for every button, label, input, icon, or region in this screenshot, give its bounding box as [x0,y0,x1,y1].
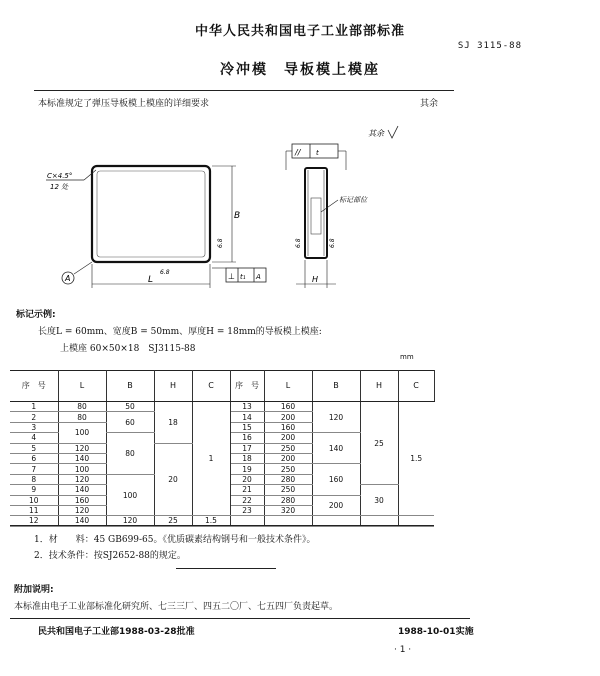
cell-H: 30 [360,485,398,516]
cell-L: 120 [58,474,106,484]
header-no: 序 号 [10,370,58,402]
cell-B: 80 [106,433,154,475]
cell-H: 25 [360,402,398,485]
technical-drawing [0,108,600,303]
cell-no: 7 [10,464,58,474]
cell-L: 200 [264,433,312,443]
cell-no: 17 [230,443,264,453]
header-H: H [154,370,192,402]
header-H-2: H [360,370,398,402]
cell-no: 4 [10,433,58,443]
cell-C: 1 [192,402,230,516]
note-tech: 2．技术条件：按SJ2652-88的规定。 [34,551,186,561]
approval-date: 民共和国电子工业部1988-03-28批准 [38,627,195,637]
cell-C: 1.5 [192,516,230,526]
perp-symbol: ⊥ [228,272,235,281]
header-no-2: 序 号 [230,370,264,402]
cell-B: 140 [312,433,360,464]
cell-no: 9 [10,485,58,495]
marking-title: 标记示例: [16,310,56,320]
org-title: 中华人民共和国电子工业部部标准 [194,24,405,39]
cell-no: 18 [230,453,264,463]
perp-tolerance: t₁ [240,273,246,281]
cell-L: 280 [264,474,312,484]
cell-L: 120 [58,443,106,453]
cell-H: 18 [154,402,192,444]
roughness-symbol-icon [388,126,398,138]
cell-L: 120 [58,505,106,515]
perp-datum: A [256,273,261,281]
cell-B: 100 [106,474,154,516]
cell-L: 80 [58,412,106,422]
table-row [10,402,434,412]
standard-number: SJ 3115-88 [457,41,522,51]
header-L-2: L [264,370,312,402]
header-L: L [58,370,106,402]
flatness-symbol: // [295,148,301,157]
cell-no: 23 [230,505,264,515]
cell-no: 3 [10,422,58,432]
header-rule [34,90,454,91]
dim-L: L [148,275,154,285]
cell-L: 250 [264,464,312,474]
cell-B: 120 [312,402,360,433]
table-bottom-rule [10,525,434,526]
cell-L: 320 [264,505,312,515]
cell-L: 100 [58,464,106,474]
cell-H: 25 [154,516,192,526]
cell-L: 160 [264,402,312,412]
flatness-tolerance: t [316,149,319,157]
notes-rule [176,568,276,569]
cell-B: 60 [106,412,154,433]
cell-L: 100 [58,422,106,443]
side-roughness-left: 6.8 [295,238,302,248]
rest-label: 其余 [420,99,439,109]
cell-L: 200 [264,453,312,463]
cell-L: 140 [58,453,106,463]
cell-no: 20 [230,474,264,484]
cell-no: 14 [230,412,264,422]
cell-no: 5 [10,443,58,453]
header-B: B [106,370,154,402]
bottom-roughness: 6.8 [160,269,170,276]
chamfer-label: C×4.5° [47,172,73,180]
roughness-rest-label: 其余 [368,129,384,138]
side-roughness-right: 6.8 [329,238,336,248]
cell-L: 200 [264,412,312,422]
dim-H: H [312,275,319,284]
cell-no: 15 [230,422,264,432]
cell-no: 1 [10,402,58,412]
effective-date: 1988-10-01实施 [398,627,474,637]
cell-L: 140 [58,516,106,526]
roughness-side-value: 6.8 [217,238,224,248]
intro-text: 本标准规定了弹压导板模上模座的详细要求 [38,99,210,109]
header-C: C [192,370,230,402]
mark-position-rect [311,198,321,234]
cell-L: 80 [58,402,106,412]
footer-rule [10,618,470,619]
cell-no: 8 [10,474,58,484]
cell-no: 13 [230,402,264,412]
plan-view-inner [97,171,205,257]
cell-no: 21 [230,485,264,495]
supplement-text: 本标准由电子工业部标准化研究所、七三三厂、四五二〇厂、七五四厂负责起草。 [14,602,339,612]
note-material: 1．材 料：45 GB699-65。《优质碳素结构钢号和一般技术条件》。 [34,535,316,545]
cell-no: 2 [10,412,58,422]
datum-A: A [65,274,71,283]
cell-B: 50 [106,402,154,412]
header-B-2: B [312,370,360,402]
table-header-row [10,370,434,402]
cell-no: 10 [10,495,58,505]
cell-B: 200 [312,495,360,516]
document-title: 冷冲模 导板模上模座 [220,62,380,78]
chamfer-count: 12 处 [50,183,69,191]
unit-label: mm [400,353,414,361]
cell-no: 6 [10,453,58,463]
cell-C: 1.5 [398,402,434,516]
marking-line-1: 长度L = 60mm、宽度B = 50mm、厚度H = 18mm的导板模上模座: [38,327,322,337]
header-C-2: C [398,370,434,402]
mark-position-label: 标记部位 [339,196,367,204]
cell-no: 16 [230,433,264,443]
cell-no: 19 [230,464,264,474]
cell-no: 11 [10,505,58,515]
cell-B: 160 [312,464,360,495]
cell-L: 160 [264,422,312,432]
cell-no: 12 [10,516,58,526]
cell-L: 280 [264,495,312,505]
cell-L: 160 [58,495,106,505]
plan-view-outline [92,166,210,262]
cell-L: 250 [264,485,312,495]
cell-B: 120 [106,516,154,526]
cell-H: 20 [154,443,192,516]
cell-no: 22 [230,495,264,505]
cell-L: 140 [58,485,106,495]
page-number: · 1 · [394,645,412,655]
marking-line-2: 上模座 60×50×18 SJ3115-88 [60,344,196,354]
cell-L: 250 [264,443,312,453]
spec-table [10,370,435,527]
supplement-title: 附加说明: [14,585,54,595]
dim-B: B [234,211,241,221]
